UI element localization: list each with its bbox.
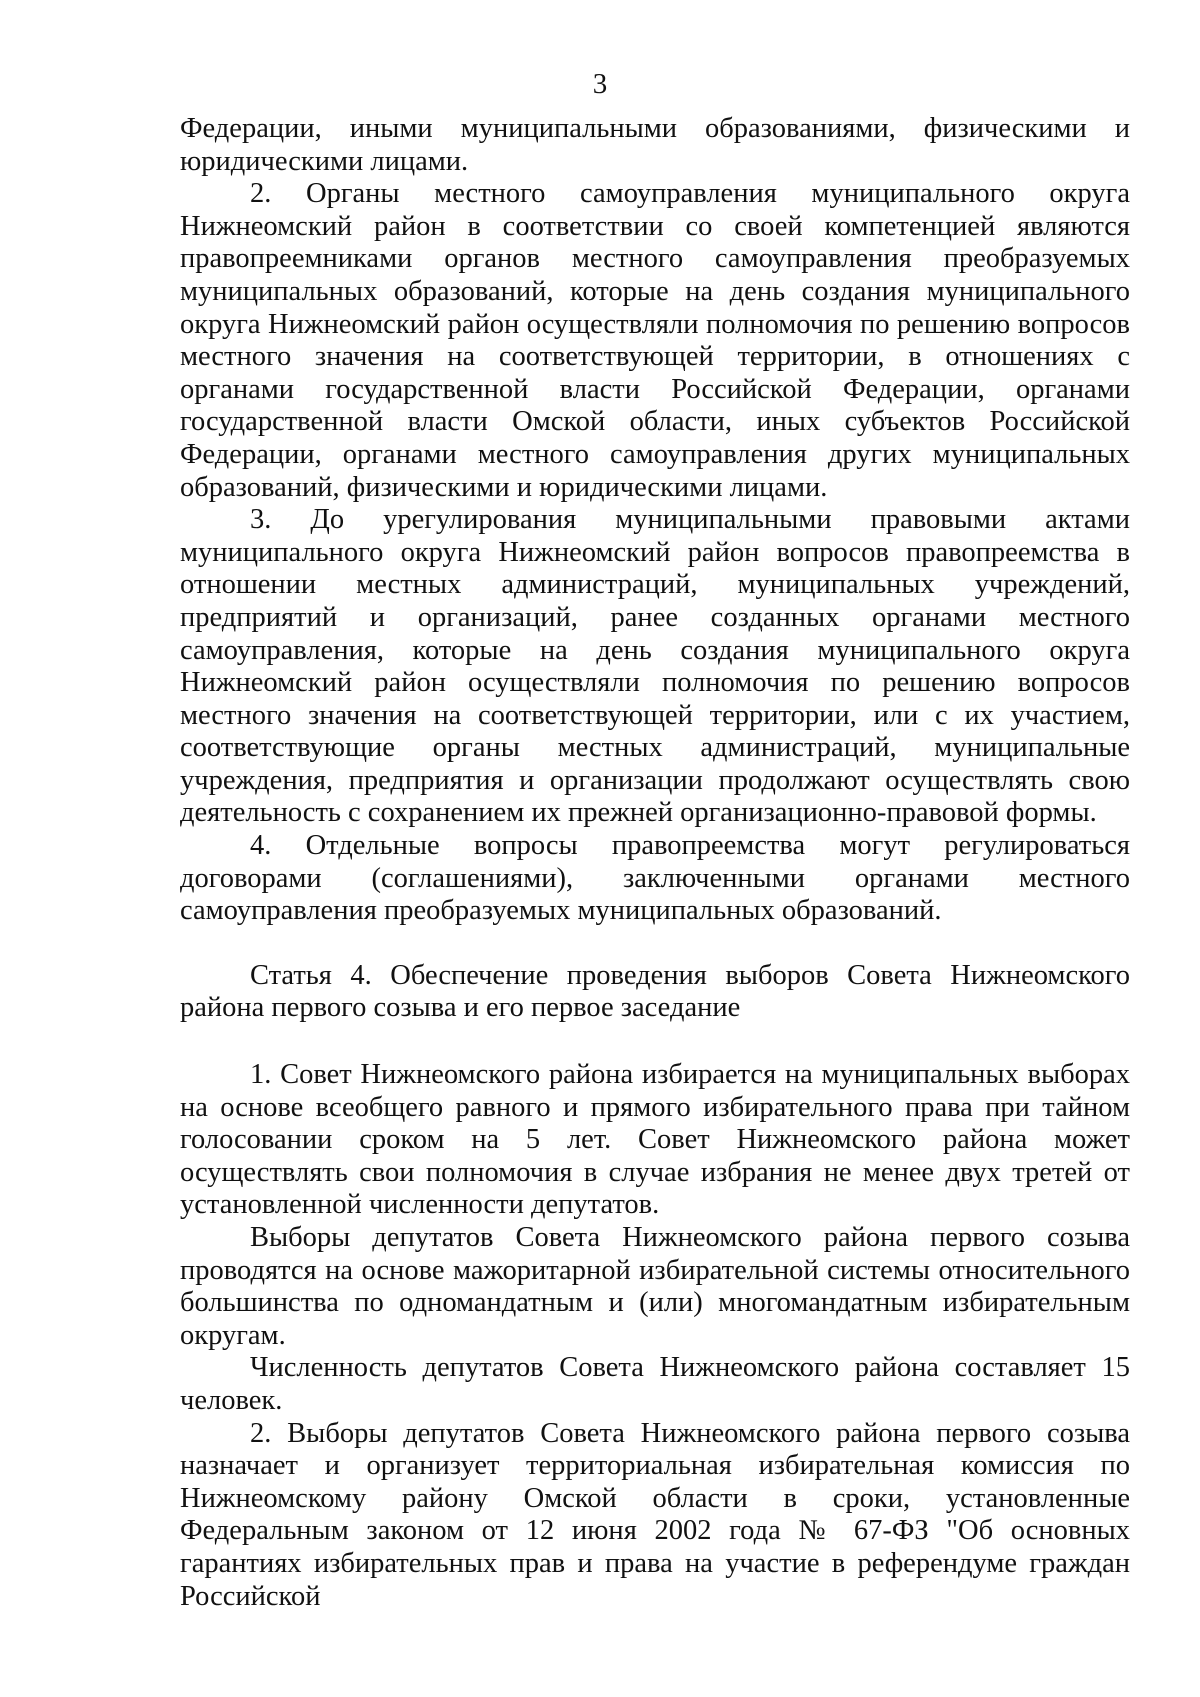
article-4-paragraph-elections: Выборы депутатов Совета Нижнеомского района первого созыва проводятся на основе мажоритарной избирательной системы относительного большинства по одномандатным и (или) многомандатным избирательным округам.	[180, 1222, 1130, 1351]
paragraph-item-3: 3. До урегулирования муниципальными правовыми актами муниципального округа Нижнеомский район вопросов правопреемства в отношении местных администраций, муниципальных учреждений, предприятий и организаций, ранее созданных органами местного самоуправления, которые на день создания муниципального округа Нижнеомский район осуществляли полномочия по решению вопросов местного значения на соответствующей территории, или с их участием, соответствующие органы местных администраций, муниципальные учреждения, предприятия и организации продолжают осуществлять свою деятельность с сохранением их прежней организационно-правовой формы.	[180, 504, 1130, 829]
page-number: 3	[592, 68, 608, 100]
paragraph-continuation: Федерации, иными муниципальными образованиями, физическими и юридическими лицами.	[180, 113, 1130, 177]
article-4-paragraph-deputies-count: Численность депутатов Совета Нижнеомского района составляет 15 человек.	[180, 1352, 1130, 1416]
paragraph-item-4: 4. Отдельные вопросы правопреемства могут регулироваться договорами (соглашениями), заключенными органами местного самоуправления преобразуемых муниципальных образований.	[180, 830, 1130, 927]
article-4-paragraph-1: 1. Совет Нижнеомского района избирается на муниципальных выборах на основе всеобщего равного и прямого избирательного права при тайном голосовании сроком на 5 лет. Совет Нижнеомского района может осуществлять свои полномочия в случае избрания не менее двух третей от установленной численности депутатов.	[180, 1059, 1130, 1221]
article-4-heading: Статья 4. Обеспечение проведения выборов Совета Нижнеомского района первого созыва и его первое заседание	[180, 959, 1130, 1024]
paragraph-item-2: 2. Органы местного самоуправления муниципального округа Нижнеомский район в соответствии со своей компетенцией являются правопреемниками органов местного самоуправления преобразуемых муниципальных образований, которые на день создания муниципального округа Нижнеомский район осуществляли полномочия по решению вопросов местного значения на соответствующей территории, в отношениях с органами государственной власти Российской Федерации, органами государственной власти Омской области, иных субъектов Российской Федерации, органами местного самоуправления других муниципальных образований, физическими и юридическими лицами.	[180, 178, 1130, 503]
article-4-paragraph-2: 2. Выборы депутатов Совета Нижнеомского района первого созыва назначает и организует территориальная избирательная комиссия по Нижнеомскому району Омской области в сроки, установленные Федеральным законом от 12 июня 2002 года № 67-ФЗ "Об основных гарантиях избирательных прав и права на участие в референдуме граждан Российской	[180, 1417, 1130, 1612]
document-body	[180, 113, 1130, 1613]
